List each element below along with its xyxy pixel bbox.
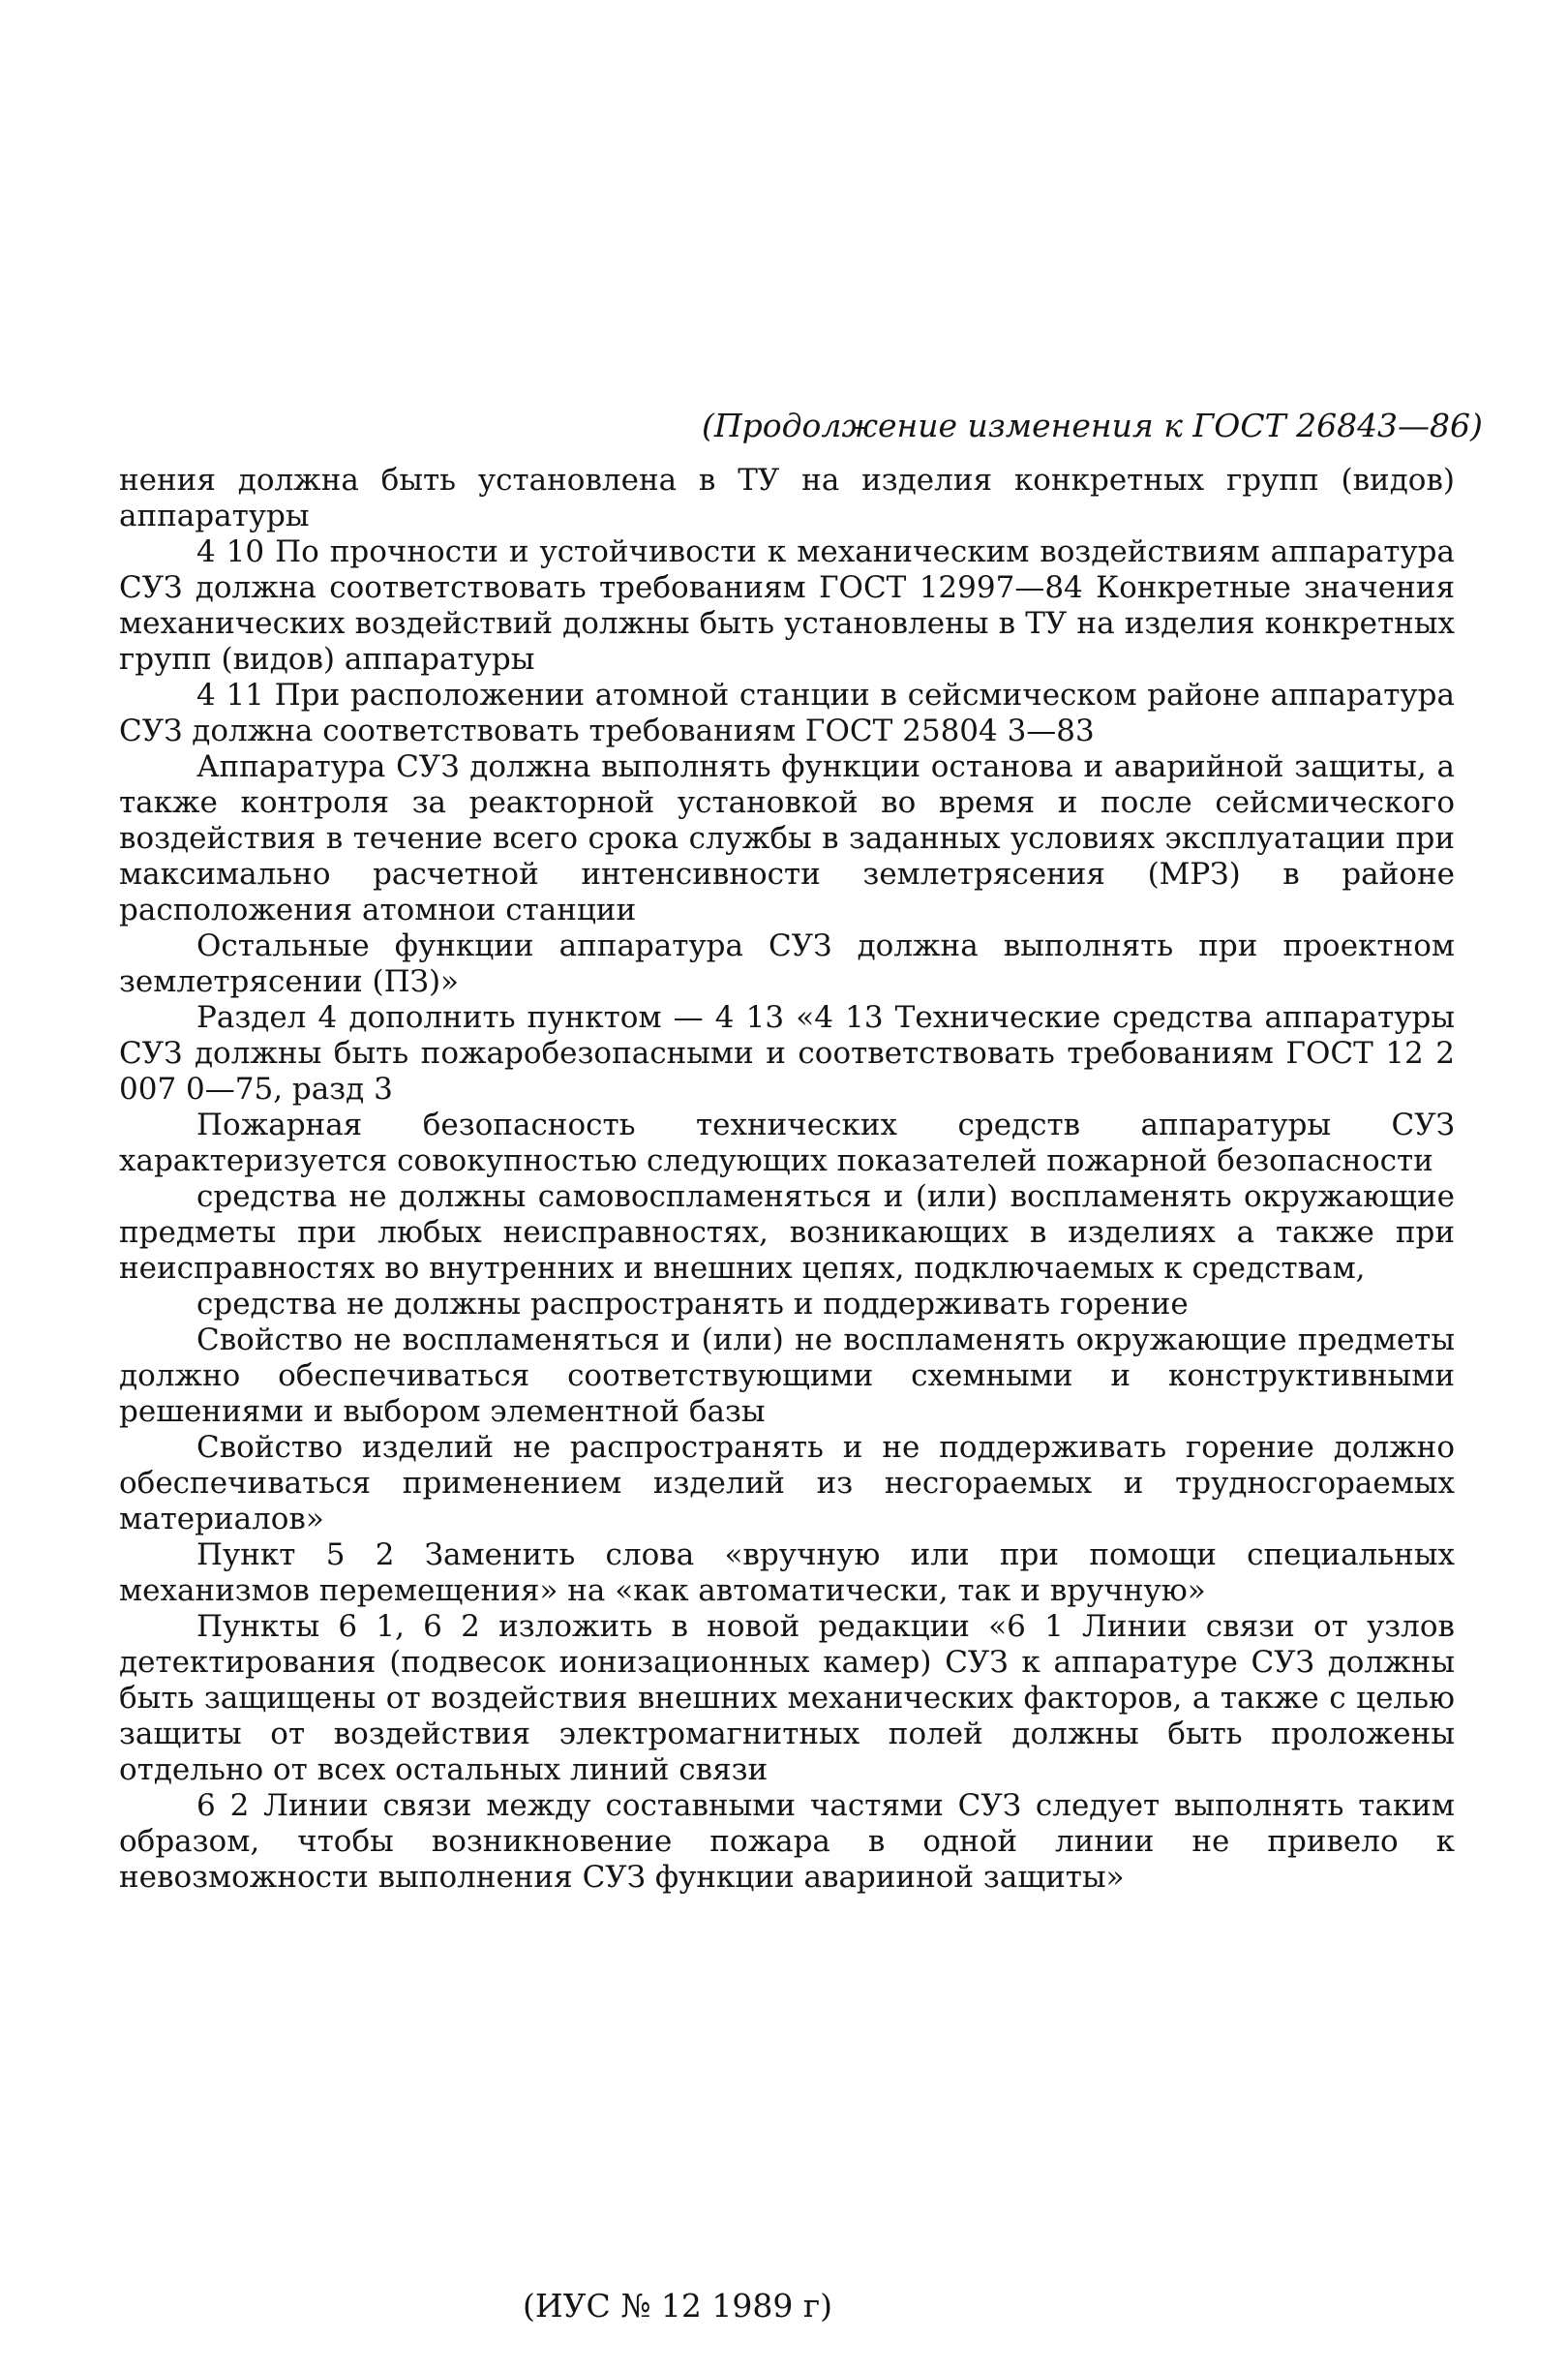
paragraph: Пункты 6 1, 6 2 изложить в новой редакции «6 1 Линии связи от узлов детектирования (подвесок ионизационных камер) СУЗ к аппаратуре СУЗ должны быть защищены от воздействия внешних механических факторов, а также с целью защиты от воздействия электромагнитных полей должны быть проложены отдельно от всех остальных линий связи [119,1609,1455,1787]
paragraph: Пожарная безопасность технических средств аппаратуры СУЗ характеризуется совокупностью следующих показателей пожарной безопасности [119,1108,1455,1178]
paragraph: Свойство изделий не распространять и не поддерживать горение должно обеспечиваться применением изделий из несгораемых и трудносгораемых материалов» [119,1430,1455,1536]
paragraph: Аппаратура СУЗ должна выполнять функции останова и аварийной защиты, а также контроля за реакторной установкой во время и после сейсмического воздействия в течение всего срока службы в заданных условиях эксплуатации при максимально расчетной интенсивности землетрясения (МРЗ) в районе расположения атомнои станции [119,749,1455,927]
paragraph: 4 10 По прочности и устойчивости к механическим воздействиям аппаратура СУЗ должна соответствовать требованиям ГОСТ 12997—84 Конкретные значения механических воздействий должны быть установлены в ТУ на изделия конкретных групп (видов) аппаратуры [119,534,1455,677]
paragraph: Остальные функции аппаратура СУЗ должна выполнять при проектном землетрясении (ПЗ)» [119,928,1455,999]
footer-reference: (ИУС № 12 1989 г) [522,2287,833,2325]
page-header: (Продолжение изменения к ГОСТ 26843—86) [702,407,1483,444]
paragraph: Пункт 5 2 Заменить слова «вручную или при помощи специальных механизмов перемещения» на «как автоматически, так и вручную» [119,1537,1455,1608]
paragraph: средства не должны самовоспламеняться и (или) воспламенять окружающие предметы при любых неисправностях, возникающих в изделиях а также при неисправностях во внутренних и внешних цепях, подключаемых к средствам, [119,1179,1455,1286]
paragraph: Раздел 4 дополнить пунктом — 4 13 «4 13 Технические средства аппаратуры СУЗ должны быть пожаробезопасными и соответствовать требованиям ГОСТ 12 2 007 0—75, разд 3 [119,1000,1455,1107]
paragraph: 4 11 При расположении атомной станции в сейсмическом районе аппаратура СУЗ должна соответствовать требованиям ГОСТ 25804 3—83 [119,678,1455,748]
document-body [119,463,1455,1896]
paragraph: нения должна быть установлена в ТУ на изделия конкретных групп (видов) аппаратуры [119,463,1455,533]
paragraph: средства не должны распространять и поддерживать горение [196,1287,1189,1322]
page-footer [0,2287,1568,2325]
paragraph: Свойство не воспламеняться и (или) не воспламенять окружающие предметы должно обеспечиваться соответствующими схемными и конструктивными решениями и выбором элементной базы [119,1322,1455,1429]
paragraph: 6 2 Линии связи между составными частями СУЗ следует выполнять таким образом, чтобы возникновение пожара в одной линии не привело к невозможности выполнения СУЗ функции аварииной защиты» [119,1788,1455,1895]
